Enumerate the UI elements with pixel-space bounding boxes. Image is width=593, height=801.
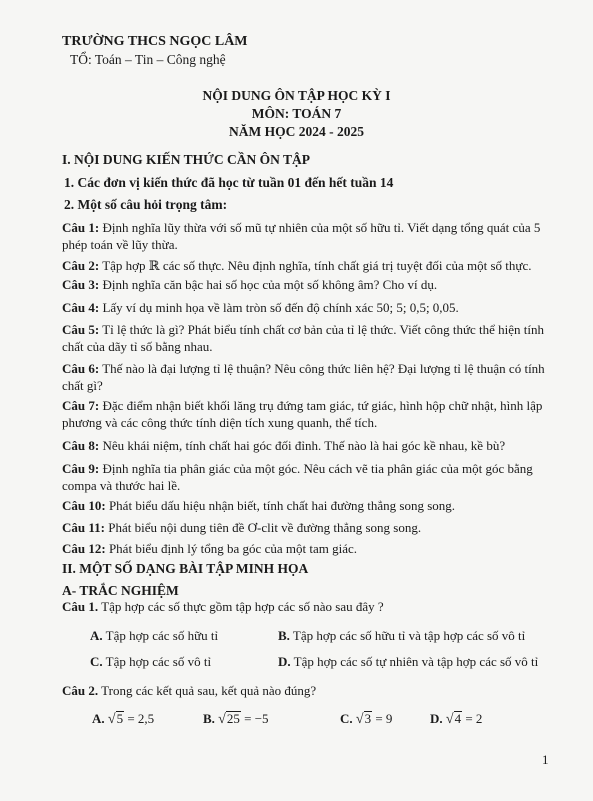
question-10: Câu 10: Phát biểu dấu hiệu nhận biết, tính chất hai đường thẳng song song. <box>62 498 456 513</box>
question-11: Câu 11: Phát biểu nội dung tiên đề Ơ-clit về đường thẳng song song. <box>62 520 422 535</box>
mcq2-option-b: B. √25 = −5 <box>203 711 269 727</box>
mcq2-option-a: A. √5 = 2,5 <box>92 711 155 727</box>
doc-title-line1: NỘI DUNG ÔN TẬP HỌC KỲ I <box>202 88 391 103</box>
mcq2-option-d: D. √4 = 2 <box>430 711 483 727</box>
question-1: Câu 1: Định nghĩa lũy thừa với số mũ tự nhiên của một số hữu tỉ. Viết dạng tổng quát của 5 phép toán về lũy thừa. <box>62 220 541 252</box>
doc-title-line3: NĂM HỌC 2024 - 2025 <box>229 124 364 139</box>
question-6: Câu 6: Thế nào là đại lượng tỉ lệ thuận? Nêu công thức liên hệ? Đại lượng tỉ lệ thuận có tính chất gì? <box>62 361 545 393</box>
question-9: Câu 9: Định nghĩa tia phân giác của một góc. Nêu cách vẽ tia phân giác của một góc bằng compa và thước hai lề. <box>62 461 533 493</box>
question-5: Câu 5: Tỉ lệ thức là gì? Phát biểu tính chất cơ bản của tỉ lệ thức. Viết công thức thể hiện tính chất của dãy tỉ số bằng nhau. <box>62 322 545 354</box>
school-name: TRƯỜNG THCS NGỌC LÂM <box>62 34 248 49</box>
sqrt-symbol: √3 <box>355 711 372 727</box>
mcq1-option-d: D. Tập hợp các số tự nhiên và tập hợp các số vô tỉ <box>278 654 539 669</box>
mcq2-question: Câu 2. Trong các kết quả sau, kết quả nào đúng? <box>62 683 317 698</box>
section1-sub2: 2. Một số câu hỏi trọng tâm: <box>64 197 228 212</box>
mcq1-option-c: C. Tập hợp các số vô tỉ <box>90 654 212 669</box>
sqrt-symbol: √4 <box>445 711 462 727</box>
question-3: Câu 3: Định nghĩa căn bậc hai số học của một số không âm? Cho ví dụ. <box>62 277 438 292</box>
section1-heading: I. NỘI DUNG KIẾN THỨC CẦN ÔN TẬP <box>62 152 311 167</box>
mcq1-option-b: B. Tập hợp các số hữu tỉ và tập hợp các số vô tỉ <box>278 628 526 643</box>
question-12: Câu 12: Phát biểu định lý tổng ba góc của một tam giác. <box>62 541 357 556</box>
doc-title-line2: MÔN: TOÁN 7 <box>251 106 342 121</box>
question-4: Câu 4: Lấy ví dụ minh họa về làm tròn số đến độ chính xác 50; 5; 0,5; 0,05. <box>62 300 459 315</box>
mcq1-option-a: A. Tập hợp các số hữu tỉ <box>90 628 219 643</box>
mcq2-option-c: C. √3 = 9 <box>340 711 393 727</box>
question-7: Câu 7: Đặc điểm nhận biết khối lăng trụ đứng tam giác, tứ giác, hình hộp chữ nhật, hình lập phương và các công thức tính diện tích xung quanh, thể tích. <box>62 398 543 430</box>
department: TỔ: Toán – Tin – Công nghệ <box>70 52 226 67</box>
section2-heading: II. MỘT SỐ DẠNG BÀI TẬP MINH HỌA <box>62 561 309 576</box>
page-number: 1 <box>542 752 549 767</box>
question-2: Câu 2: Tập hợp ℝ các số thực. Nêu định nghĩa, tính chất giá trị tuyệt đối của một số thực. <box>62 258 532 273</box>
mcq1-question: Câu 1. Tập hợp các số thực gồm tập hợp các số nào sau đây ? <box>62 599 384 614</box>
sqrt-symbol: √25 <box>218 711 240 727</box>
section2-sub: A- TRẮC NGHIỆM <box>62 583 179 598</box>
sqrt-symbol: √5 <box>107 711 124 727</box>
question-8: Câu 8: Nêu khái niệm, tính chất hai góc đối đỉnh. Thế nào là hai góc kề nhau, kề bù? <box>62 438 506 453</box>
section1-sub1: 1. Các đơn vị kiến thức đã học từ tuần 01 đến hết tuần 14 <box>64 175 394 190</box>
